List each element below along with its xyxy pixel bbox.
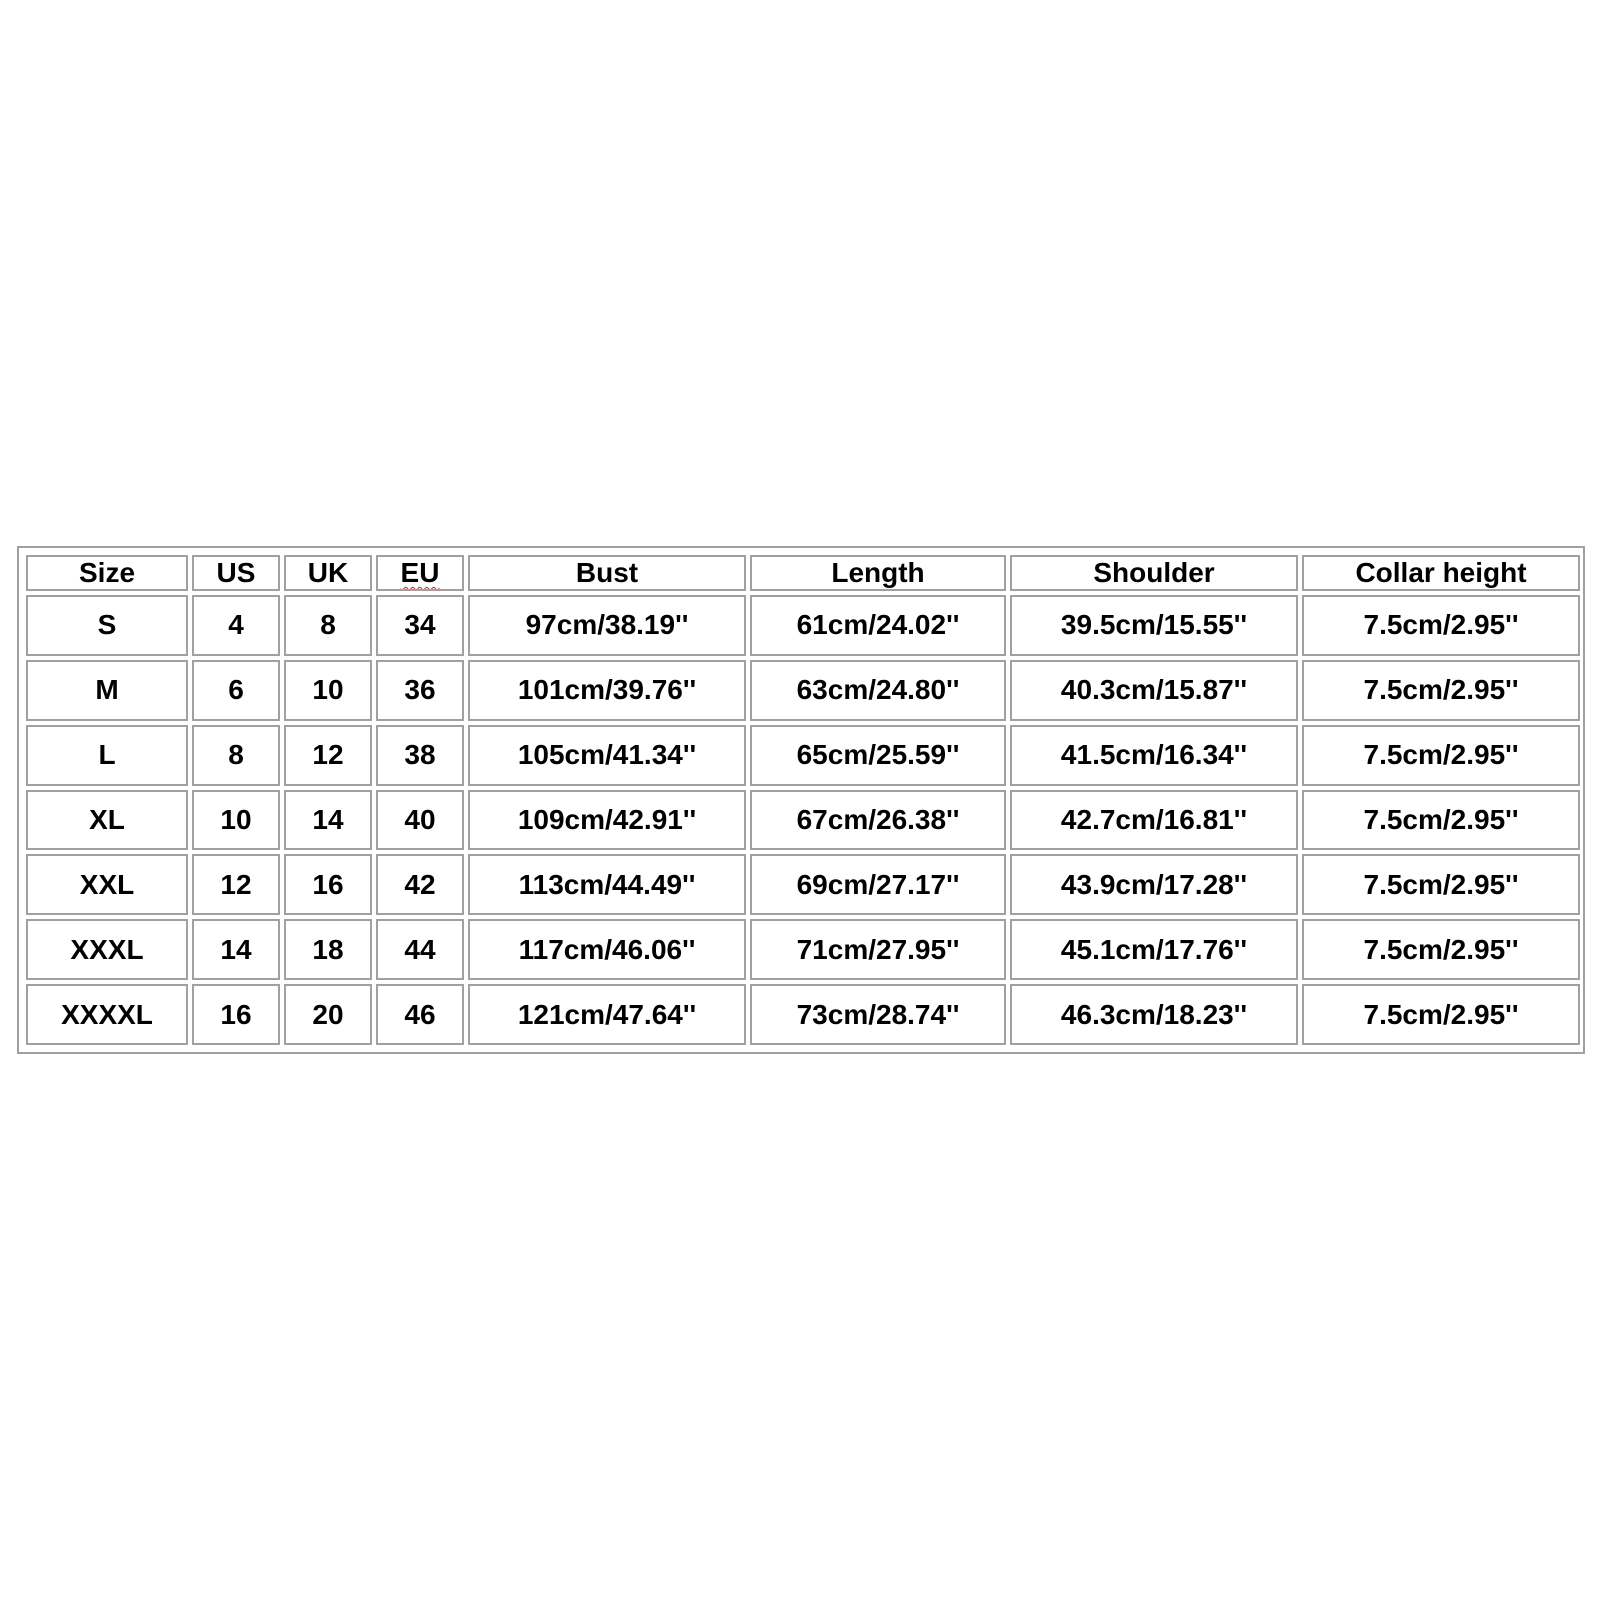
cell-eu: 40: [376, 790, 464, 851]
header-shoulder: Shoulder: [1010, 555, 1298, 591]
table-row: [26, 919, 1580, 980]
header-row: [26, 555, 1580, 591]
cell-bust: 121cm/47.64'': [468, 984, 746, 1045]
cell-us: 6: [192, 660, 280, 721]
cell-collar-height: 7.5cm/2.95'': [1302, 854, 1580, 915]
cell-eu: 42: [376, 854, 464, 915]
cell-length: 61cm/24.02'': [750, 595, 1006, 656]
cell-collar-height: 7.5cm/2.95'': [1302, 660, 1580, 721]
cell-uk: 10: [284, 660, 372, 721]
cell-collar-height: 7.5cm/2.95'': [1302, 919, 1580, 980]
cell-length: 73cm/28.74'': [750, 984, 1006, 1045]
cell-length: 65cm/25.59'': [750, 725, 1006, 786]
header-eu: [376, 555, 464, 591]
cell-size: XXXL: [26, 919, 188, 980]
cell-us: 16: [192, 984, 280, 1045]
cell-size: XXL: [26, 854, 188, 915]
cell-shoulder: 43.9cm/17.28'': [1010, 854, 1298, 915]
cell-us: 10: [192, 790, 280, 851]
cell-bust: 101cm/39.76'': [468, 660, 746, 721]
cell-us: 12: [192, 854, 280, 915]
size-rows: [26, 595, 1580, 1045]
cell-uk: 20: [284, 984, 372, 1045]
cell-uk: 8: [284, 595, 372, 656]
cell-us: 4: [192, 595, 280, 656]
cell-eu: 44: [376, 919, 464, 980]
cell-size: XL: [26, 790, 188, 851]
cell-bust: 109cm/42.91'': [468, 790, 746, 851]
cell-size: M: [26, 660, 188, 721]
cell-collar-height: 7.5cm/2.95'': [1302, 725, 1580, 786]
cell-bust: 105cm/41.34'': [468, 725, 746, 786]
cell-length: 71cm/27.95'': [750, 919, 1006, 980]
cell-uk: 12: [284, 725, 372, 786]
cell-size: L: [26, 725, 188, 786]
size-chart-table: [22, 551, 1584, 1049]
cell-collar-height: 7.5cm/2.95'': [1302, 984, 1580, 1045]
cell-length: 63cm/24.80'': [750, 660, 1006, 721]
cell-shoulder: 40.3cm/15.87'': [1010, 660, 1298, 721]
cell-shoulder: 46.3cm/18.23'': [1010, 984, 1298, 1045]
table-row: [26, 854, 1580, 915]
cell-collar-height: 7.5cm/2.95'': [1302, 790, 1580, 851]
cell-eu: 34: [376, 595, 464, 656]
table-row: [26, 790, 1580, 851]
cell-bust: 97cm/38.19'': [468, 595, 746, 656]
size-chart-frame: [17, 546, 1585, 1054]
table-row: [26, 984, 1580, 1045]
cell-size: XXXXL: [26, 984, 188, 1045]
cell-bust: 117cm/46.06'': [468, 919, 746, 980]
header-uk: UK: [284, 555, 372, 591]
table-row: [26, 595, 1580, 656]
header-us: US: [192, 555, 280, 591]
cell-collar-height: 7.5cm/2.95'': [1302, 595, 1580, 656]
header-collar-height: Collar height: [1302, 555, 1580, 591]
table-row: [26, 725, 1580, 786]
cell-us: 8: [192, 725, 280, 786]
cell-length: 69cm/27.17'': [750, 854, 1006, 915]
cell-shoulder: 39.5cm/15.55'': [1010, 595, 1298, 656]
cell-length: 67cm/26.38'': [750, 790, 1006, 851]
table-row: [26, 660, 1580, 721]
cell-uk: 14: [284, 790, 372, 851]
header-eu-label: EU: [400, 557, 440, 588]
cell-shoulder: 42.7cm/16.81'': [1010, 790, 1298, 851]
header-bust: Bust: [468, 555, 746, 591]
cell-uk: 16: [284, 854, 372, 915]
header-length: Length: [750, 555, 1006, 591]
header-size: Size: [26, 555, 188, 591]
cell-eu: 46: [376, 984, 464, 1045]
cell-size: S: [26, 595, 188, 656]
cell-eu: 36: [376, 660, 464, 721]
cell-eu: 38: [376, 725, 464, 786]
cell-us: 14: [192, 919, 280, 980]
cell-uk: 18: [284, 919, 372, 980]
cell-shoulder: 45.1cm/17.76'': [1010, 919, 1298, 980]
cell-shoulder: 41.5cm/16.34'': [1010, 725, 1298, 786]
cell-bust: 113cm/44.49'': [468, 854, 746, 915]
